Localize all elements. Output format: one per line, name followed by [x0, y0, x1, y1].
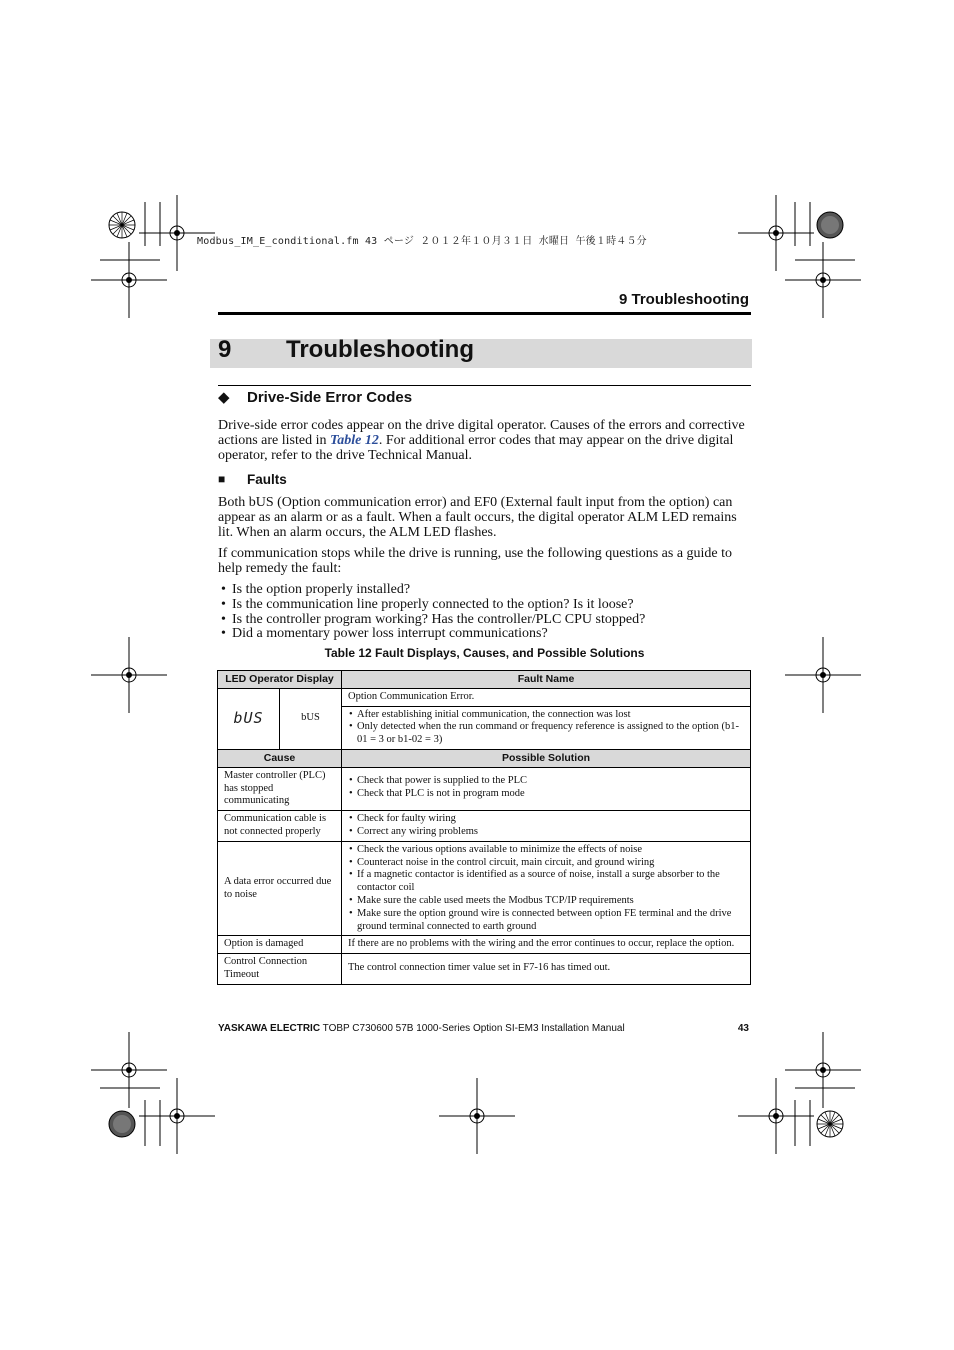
list-item: • Make sure the cable used meets the Modbus TCP/IP requirements: [348, 895, 744, 908]
table-row: [218, 936, 751, 954]
subsection-title: Faults: [247, 472, 287, 487]
intro-text-end: . For additional error codes that may appear on the drive digital operator, refer to the drive Technical Manual.: [218, 433, 734, 463]
intro-paragraph: [218, 418, 751, 463]
fault-name-header: Fault Name: [342, 671, 751, 689]
intro-text-start: Drive-side error codes appear on the drive digital operator. Causes of the errors and corrective actions are listed in: [218, 418, 745, 448]
led-header: LED Operator Display: [218, 671, 342, 689]
question-list: [218, 583, 645, 642]
diamond-icon: ◆: [218, 390, 230, 406]
section-title: Drive-Side Error Codes: [247, 389, 413, 406]
page-number: 43: [737, 1023, 749, 1034]
list-item: • Check that power is supplied to the PLC: [348, 775, 744, 788]
list-item: • Check for faulty wiring: [348, 813, 744, 826]
running-header: 9 Troubleshooting: [619, 291, 749, 308]
list-item: • Is the communication line properly connected to the option? Is it loose?: [218, 598, 645, 613]
list-item: • Is the option properly installed?: [218, 583, 645, 598]
list-item: • If a magnetic contactor is identified as a source of noise, install a surge absorber to the contactor coil: [348, 869, 744, 895]
section-rule: [218, 385, 751, 386]
header-rule: [218, 312, 751, 315]
list-item: • Check the various options available to minimize the effects of noise: [348, 844, 744, 857]
fault-code: bUS: [280, 688, 342, 749]
fault-name: Option Communication Error.: [342, 688, 751, 706]
table-header-row: [218, 671, 751, 689]
cause-cell: Control Connection Timeout: [218, 954, 342, 985]
cause-cell: A data error occurred due to noise: [218, 841, 342, 936]
solution-cell: [342, 841, 751, 936]
file-slug: Modbus_IM_E_conditional.fm 43 ページ ２０１２年１０月３１日 水曜日 午後１時４５分: [197, 236, 647, 247]
solution-cell: The control connection timer value set in F7-16 has timed out.: [342, 954, 751, 985]
footer-brand: YASKAWA ELECTRIC: [218, 1023, 321, 1034]
solution-header: Possible Solution: [342, 749, 751, 767]
footer-doc-title: TOBP C730600 57B 1000-Series Option SI-EM3 Installation Manual: [320, 1023, 625, 1034]
table-row: [218, 954, 751, 985]
fault-details: [342, 706, 751, 749]
solution-cell: [342, 767, 751, 810]
list-item: • Did a momentary power loss interrupt communications?: [218, 627, 645, 642]
cause-cell: Master controller (PLC) has stopped communicating: [218, 767, 342, 810]
table-row: [218, 767, 751, 810]
table-row: [218, 811, 751, 842]
table-row: [218, 841, 751, 936]
list-item: • After establishing initial communication, the connection was lost: [348, 709, 744, 722]
list-item: • Make sure the option ground wire is connected between option FE terminal and the drive ground terminal connected to earth ground: [348, 908, 744, 934]
chapter-title: Troubleshooting: [286, 336, 474, 363]
cause-cell: Communication cable is not connected properly: [218, 811, 342, 842]
cause-cell: Option is damaged: [218, 936, 342, 954]
faults-paragraph-2: If communication stops while the drive is running, use the following questions as a guide to help remedy the fault:: [218, 546, 733, 576]
faults-paragraph-1: Both bUS (Option communication error) and EF0 (External fault input from the option) can appear as an alarm or as a fault. When a fault occurs, the digital operator ALM LED remains lit. When an alarm occurs, the ALM LED flashes.: [218, 495, 737, 540]
list-item: • Correct any wiring problems: [348, 826, 744, 839]
square-bullet-icon: ■: [218, 472, 226, 486]
fault-table: [217, 670, 751, 985]
table-12-link[interactable]: Table 12: [329, 433, 379, 448]
list-item: • Check that PLC is not in program mode: [348, 788, 744, 801]
list-item: • Is the controller program working? Has the controller/PLC CPU stopped?: [218, 613, 645, 628]
list-item: • Counteract noise in the control circuit, main circuit, and ground wiring: [348, 857, 744, 870]
page-footer: [218, 1023, 625, 1034]
solution-cell: If there are no problems with the wiring and the error continues to occur, replace the option.: [342, 936, 751, 954]
table-row: [218, 688, 751, 706]
led-display-glyph: bUS: [218, 688, 280, 749]
cause-header: Cause: [218, 749, 342, 767]
solution-cell: [342, 811, 751, 842]
table-header-row: [218, 749, 751, 767]
table-caption: Table 12 Fault Displays, Causes, and Possible Solutions: [324, 646, 645, 660]
chapter-number: 9: [218, 336, 232, 363]
list-item: • Only detected when the run command or frequency reference is assigned to the option (b1-01 = 3 or b1-02 = 3): [348, 721, 744, 747]
